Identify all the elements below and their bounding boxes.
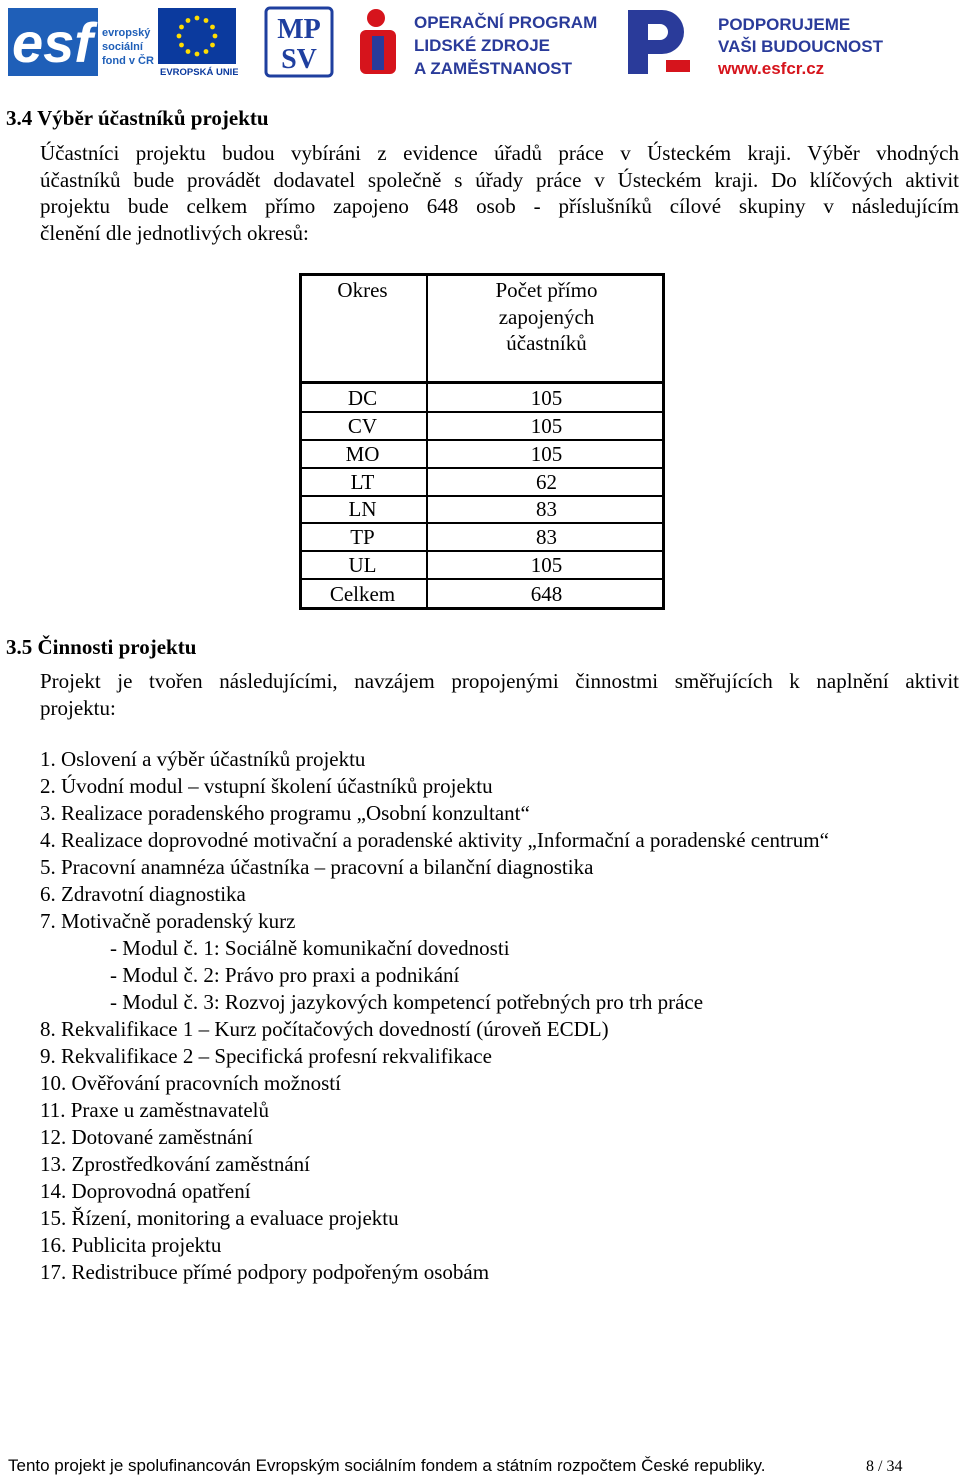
table-cell-pocet: 83 [536,525,557,549]
header-logos [0,0,960,86]
op-lzz-logo [358,6,603,78]
participants-table [299,273,665,610]
table-cell-okres: UL [348,553,377,577]
table-cell-pocet: 105 [530,553,563,577]
list-subitem: - Modul č. 3: Rozvoj jazykových kompetencí potřebných pro trh práce [110,990,704,1014]
table-cell-okres: TP [350,525,375,549]
list-item: 2. Úvodní modul – vstupní školení účastníků projektu [40,774,493,798]
para-line: členění dle jednotlivých okresů: [40,221,309,246]
list-item: 5. Pracovní anamnéza účastníka – pracovní a bilanční diagnostika [40,855,594,879]
podporujeme-logo [622,6,887,78]
esf-sub-3: fond v ČR [102,55,154,67]
table-header-divider [299,381,665,384]
list-item: 4. Realizace doprovodné motivační a poradenské aktivity „Informační a poradenské centrum“ [40,828,829,852]
list-item: 8. Rekvalifikace 1 – Kurz počítačových dovedností (úroveň ECDL) [40,1017,609,1041]
support-line-1: PODPORUJEME [718,15,851,34]
support-line-2: VAŠI BUDOUCNOST [718,37,883,56]
list-item: 15. Řízení, monitoring a evaluace projektu [40,1206,399,1230]
table-cell-pocet: 105 [530,386,563,410]
table-total-label: Celkem [329,582,396,606]
para-line: Účastníci projektu budou vybíráni z evidence úřadů práce v Ústeckém kraji. Výběr vhodných [40,141,959,165]
table-cell-pocet: 105 [530,414,563,438]
paragraph-3-4 [40,140,959,247]
support-url: www.esfcr.cz [718,59,825,78]
list-item: 14. Doprovodná opatření [40,1179,251,1203]
table-cell-okres: LT [350,470,375,494]
op-line-3: A ZAMĚSTNANOST [414,59,573,78]
list-item: 12. Dotované zaměstnání [40,1125,253,1149]
footer-text: Tento projekt je spolufinancován Evropským sociálním fondem a státním rozpočtem České republiky. [8,1456,766,1475]
list-subitem: - Modul č. 2: Právo pro praxi a podnikání [110,963,460,987]
table-header-pocet [428,277,665,357]
table-cell-pocet: 83 [536,497,557,521]
list-subitem: - Modul č. 1: Sociálně komunikační dovednosti [110,936,510,960]
list-item: 1. Oslovení a výběr účastníků projektu [40,747,366,771]
mpsv-logo [264,6,334,78]
esf-eu-logo [8,6,238,78]
list-item: 6. Zdravotní diagnostika [40,882,246,906]
table-header-okres: Okres [337,278,388,302]
para-line: projektu: [40,695,116,720]
table-cell-pocet: 62 [536,470,557,494]
op-line-1: OPERAČNÍ PROGRAM [414,13,598,32]
mpsv-sv: SV [281,44,317,75]
list-item: 16. Publicita projektu [40,1233,222,1257]
table-cell-okres: CV [347,414,378,438]
table-cell-okres: LN [348,497,377,521]
esf-sub-1: evropský [102,27,151,39]
para-line: Projekt je tvořen následujícími, navzájem propojenými činnostmi směřujících k naplnění aktivit [40,669,959,693]
mpsv-mp: MP [277,14,321,45]
op-line-2: LIDSKÉ ZDROJE [414,36,551,55]
list-item: 10. Ověřování pracovních možností [40,1071,341,1095]
esf-sub-2: sociální [102,41,143,53]
paragraph-3-5 [40,668,959,721]
header-line: Počet přímo [495,278,598,302]
header-line: zapojených [498,304,595,329]
heading-3-5: 3.5 Činnosti projektu [6,635,197,659]
op-person-icon [360,9,396,74]
table-total-value: 648 [530,582,563,606]
eu-label: EVROPSKÁ UNIE [160,67,238,78]
table-cell-pocet: 105 [530,442,563,466]
list-item: 3. Realizace poradenského programu „Osobní konzultant“ [40,801,530,825]
table-cell-okres: MO [345,442,380,466]
list-item: 13. Zprostředkování zaměstnání [40,1152,311,1176]
esf-p-icon [628,10,690,74]
esf-wordmark: esf [12,11,93,74]
list-item: 7. Motivačně poradenský kurz [40,909,296,933]
list-item: 17. Redistribuce přímé podpory podpořeným osobám [40,1260,490,1284]
header-line: účastníků [506,331,587,356]
table-cell-okres: DC [347,386,378,410]
para-line: účastníků bude provádět dodavatel společně s úřady práce v Ústeckém kraji. Do klíčových aktivit [40,167,959,192]
heading-3-4: 3.4 Výběr účastníků projektu [6,106,269,130]
list-item: 11. Praxe u zaměstnavatelů [40,1098,269,1122]
para-line: projektu bude celkem přímo zapojeno 648 osob - příslušníků cílové skupiny v následujícím [40,194,959,219]
page-number: 8 / 34 [866,1458,903,1475]
list-item: 9. Rekvalifikace 2 – Specifická profesní rekvalifikace [40,1044,492,1068]
